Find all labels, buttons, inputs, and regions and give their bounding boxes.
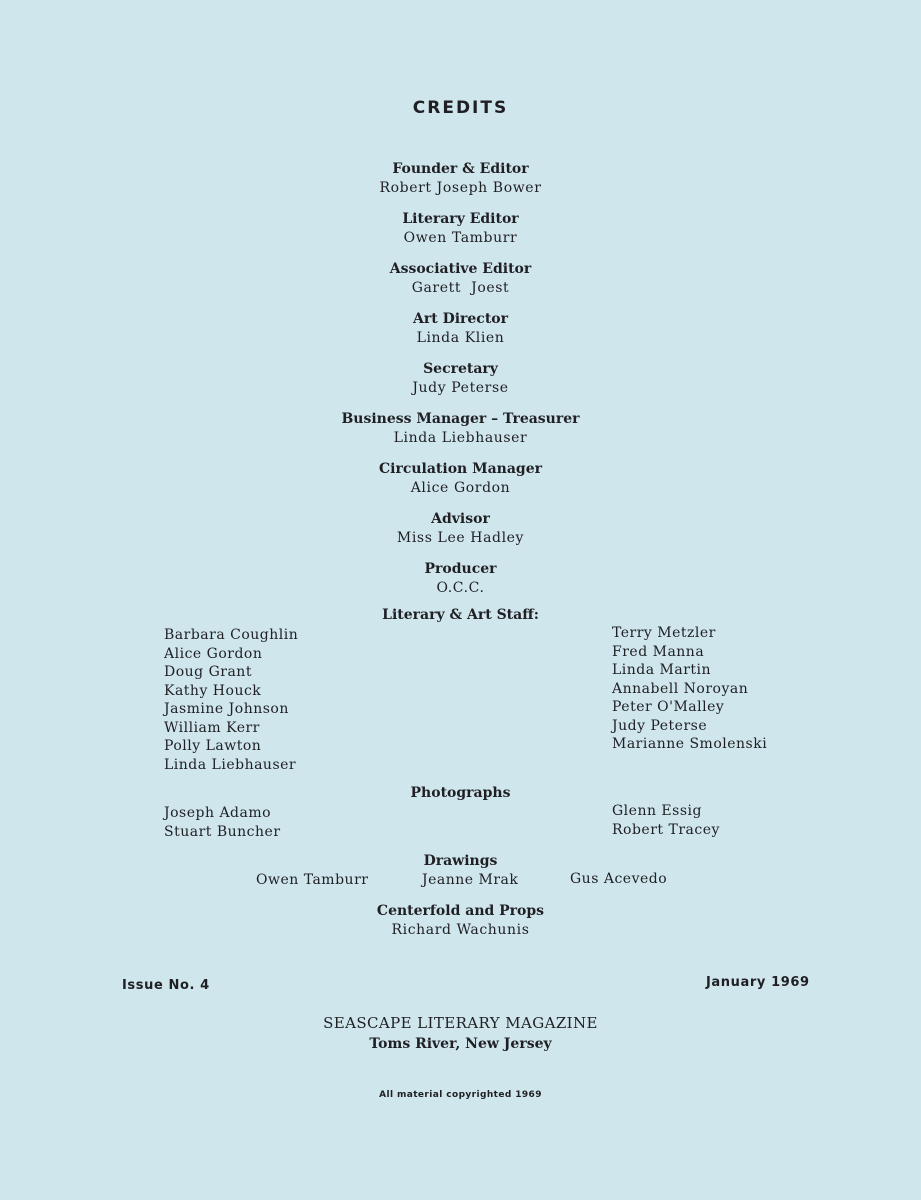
staff-name: Kathy Houck bbox=[164, 682, 262, 699]
role-name: O.C.C. bbox=[436, 580, 485, 596]
role-circulation-manager bbox=[0, 460, 921, 510]
issue-date: January 1969 bbox=[706, 975, 810, 990]
staff-name: Barbara Coughlin bbox=[164, 627, 299, 643]
staff-name: Judy Peterse bbox=[612, 717, 708, 734]
staff-title: Literary & Art Staff: bbox=[382, 607, 539, 623]
drawings-title: Drawings bbox=[423, 853, 498, 869]
photographer-name: Glenn Essig bbox=[612, 803, 702, 819]
page-title: CREDITS bbox=[412, 98, 509, 118]
photographer-name: Robert Tracey bbox=[612, 821, 720, 838]
role-name: Garett Joest bbox=[411, 280, 510, 296]
role-title: Art Director bbox=[412, 311, 509, 327]
role-secretary bbox=[0, 360, 921, 410]
staff-name: Jasmine Johnson bbox=[164, 701, 289, 717]
role-advisor bbox=[0, 510, 921, 560]
centerfold-name: Richard Wachunis bbox=[391, 922, 530, 938]
photographer-name: Joseph Adamo bbox=[164, 805, 272, 821]
staff-name: Alice Gordon bbox=[164, 645, 263, 662]
role-founder-editor bbox=[0, 160, 921, 210]
magazine-block bbox=[0, 1012, 921, 1054]
role-art-director bbox=[0, 310, 921, 360]
magazine-name: SEASCAPE LITERARY MAGAZINE bbox=[323, 1014, 598, 1032]
staff-name: Polly Lawton bbox=[164, 738, 262, 754]
role-name: Alice Gordon bbox=[410, 480, 511, 496]
role-title: Literary Editor bbox=[402, 211, 519, 227]
centerfold-title: Centerfold and Props bbox=[376, 903, 545, 919]
photographs-left-column bbox=[164, 804, 281, 841]
role-title: Secretary bbox=[423, 361, 498, 377]
photographer-name: Stuart Buncher bbox=[164, 823, 281, 840]
role-title: Founder & Editor bbox=[392, 161, 529, 177]
role-title: Advisor bbox=[431, 511, 490, 527]
staff-name: Terry Metzler bbox=[612, 625, 716, 641]
staff-name: William Kerr bbox=[164, 719, 260, 736]
role-name: Miss Lee Hadley bbox=[396, 530, 525, 546]
role-name: Robert Joseph Bower bbox=[379, 180, 542, 196]
photographs-right-column bbox=[612, 802, 720, 839]
role-literary-editor bbox=[0, 210, 921, 260]
copyright-notice: All material copyrighted 1969 bbox=[379, 1090, 542, 1100]
role-title: Associative Editor bbox=[389, 261, 532, 277]
role-title: Circulation Manager bbox=[379, 461, 542, 477]
role-name: Linda Liebhauser bbox=[393, 430, 528, 446]
photographs-title: Photographs bbox=[410, 785, 511, 801]
role-title: Producer bbox=[424, 561, 497, 577]
magazine-location: Toms River, New Jersey bbox=[369, 1036, 552, 1052]
role-name: Linda Klien bbox=[416, 330, 505, 346]
role-associative-editor bbox=[0, 260, 921, 310]
staff-name: Linda Liebhauser bbox=[164, 756, 297, 773]
role-producer bbox=[0, 560, 921, 610]
role-title: Business Manager – Treasurer bbox=[341, 411, 580, 427]
staff-name: Annabell Noroyan bbox=[612, 680, 749, 697]
artist-name: Gus Acevedo bbox=[570, 871, 668, 887]
roles-list bbox=[0, 160, 921, 610]
staff-name: Peter O'Malley bbox=[612, 699, 725, 715]
staff-left-column bbox=[164, 626, 298, 774]
staff-name: Fred Manna bbox=[612, 643, 705, 660]
artist-name: Jeanne Mrak bbox=[422, 872, 519, 888]
role-name: Judy Peterse bbox=[412, 380, 509, 396]
staff-name: Doug Grant bbox=[164, 664, 252, 680]
staff-name: Linda Martin bbox=[612, 662, 712, 678]
role-name: Owen Tamburr bbox=[403, 230, 518, 246]
staff-right-column bbox=[612, 624, 767, 754]
artist-name: Owen Tamburr bbox=[256, 872, 369, 888]
issue-number: Issue No. 4 bbox=[122, 978, 210, 993]
role-business-manager bbox=[0, 410, 921, 460]
staff-name: Marianne Smolenski bbox=[612, 736, 768, 752]
